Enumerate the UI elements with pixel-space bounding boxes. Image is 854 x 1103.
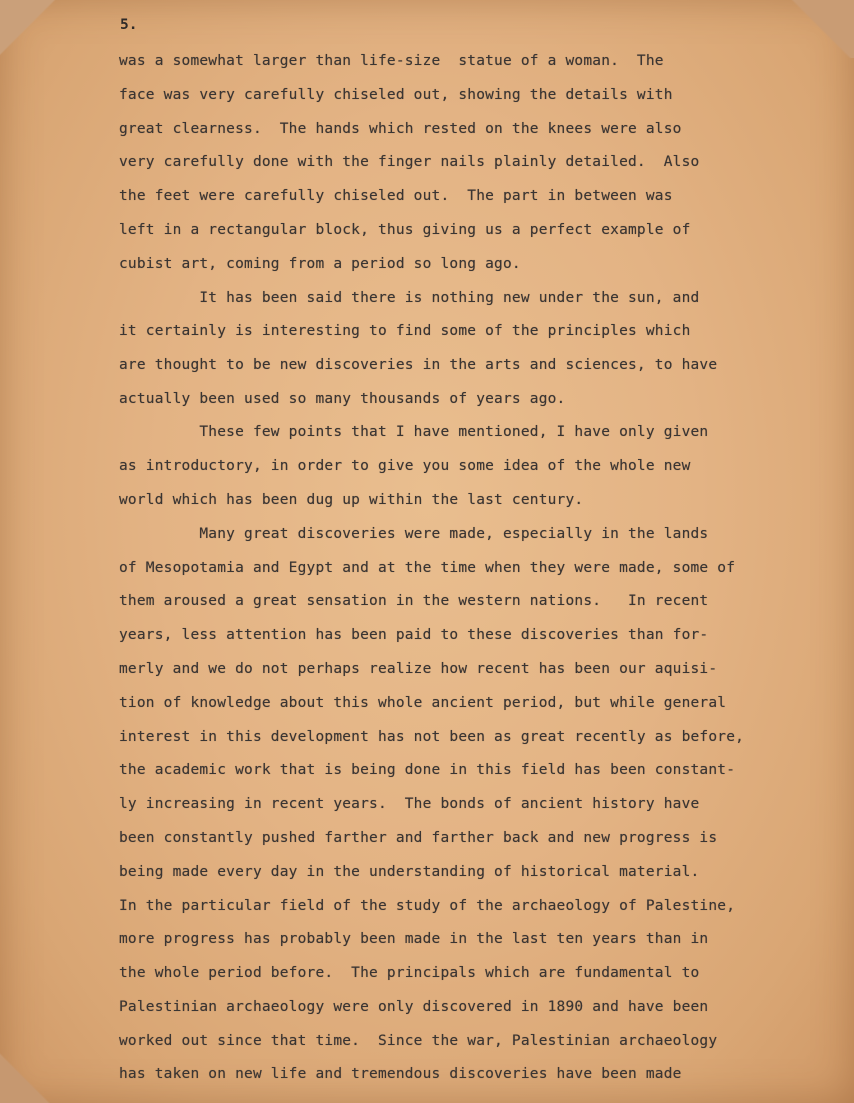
page-number: 5. <box>120 17 138 33</box>
text-line: them aroused a great sensation in the western nations. In recent <box>119 593 709 609</box>
text-line: It has been said there is nothing new under the sun, and <box>119 290 700 306</box>
text-line: was a somewhat larger than life-size statue of a woman. The <box>119 53 664 69</box>
text-line: Many great discoveries were made, especially in the lands <box>119 526 709 542</box>
text-line: tion of knowledge about this whole ancient period, but while general <box>119 695 727 711</box>
text-line: great clearness. The hands which rested on the knees were also <box>119 121 682 137</box>
text-line: left in a rectangular block, thus giving us a perfect example of <box>119 222 691 238</box>
text-line: been constantly pushed farther and farther back and new progress is <box>119 830 718 846</box>
text-line: face was very carefully chiseled out, showing the details with <box>119 87 673 103</box>
text-line: more progress has probably been made in the last ten years than in <box>119 931 709 947</box>
folded-corner-top-left <box>0 0 58 58</box>
text-line: actually been used so many thousands of years ago. <box>119 391 566 407</box>
text-line: world which has been dug up within the last century. <box>119 492 584 508</box>
text-line: are thought to be new discoveries in the arts and sciences, to have <box>119 357 718 373</box>
text-line: interest in this development has not been as great recently as before, <box>119 729 745 745</box>
text-line: In the particular field of the study of the archaeology of Palestine, <box>119 898 736 914</box>
text-line: the whole period before. The principals which are fundamental to <box>119 965 700 981</box>
text-line: Palestinian archaeology were only discovered in 1890 and have been <box>119 999 709 1015</box>
text-line: very carefully done with the finger nails plainly detailed. Also <box>119 154 700 170</box>
text-line: cubist art, coming from a period so long ago. <box>119 256 521 272</box>
text-line: merly and we do not perhaps realize how recent has been our aquisi- <box>119 661 718 677</box>
text-line: being made every day in the understanding of historical material. <box>119 864 700 880</box>
text-line: of Mesopotamia and Egypt and at the time when they were made, some of <box>119 560 736 576</box>
folded-corner-bottom-left <box>0 1035 58 1103</box>
text-line: worked out since that time. Since the war, Palestinian archaeology <box>119 1033 718 1049</box>
folded-corner-top-right <box>776 0 854 58</box>
text-line: it certainly is interesting to find some of the principles which <box>119 323 691 339</box>
text-line: years, less attention has been paid to these discoveries than for- <box>119 627 709 643</box>
text-line: the feet were carefully chiseled out. The part in between was <box>119 188 673 204</box>
text-line: These few points that I have mentioned, I have only given <box>119 424 709 440</box>
text-line: the academic work that is being done in this field has been constant- <box>119 762 736 778</box>
text-line: as introductory, in order to give you some idea of the whole new <box>119 458 691 474</box>
text-line: has taken on new life and tremendous discoveries have been made <box>119 1066 682 1082</box>
text-line: ly increasing in recent years. The bonds of ancient history have <box>119 796 700 812</box>
